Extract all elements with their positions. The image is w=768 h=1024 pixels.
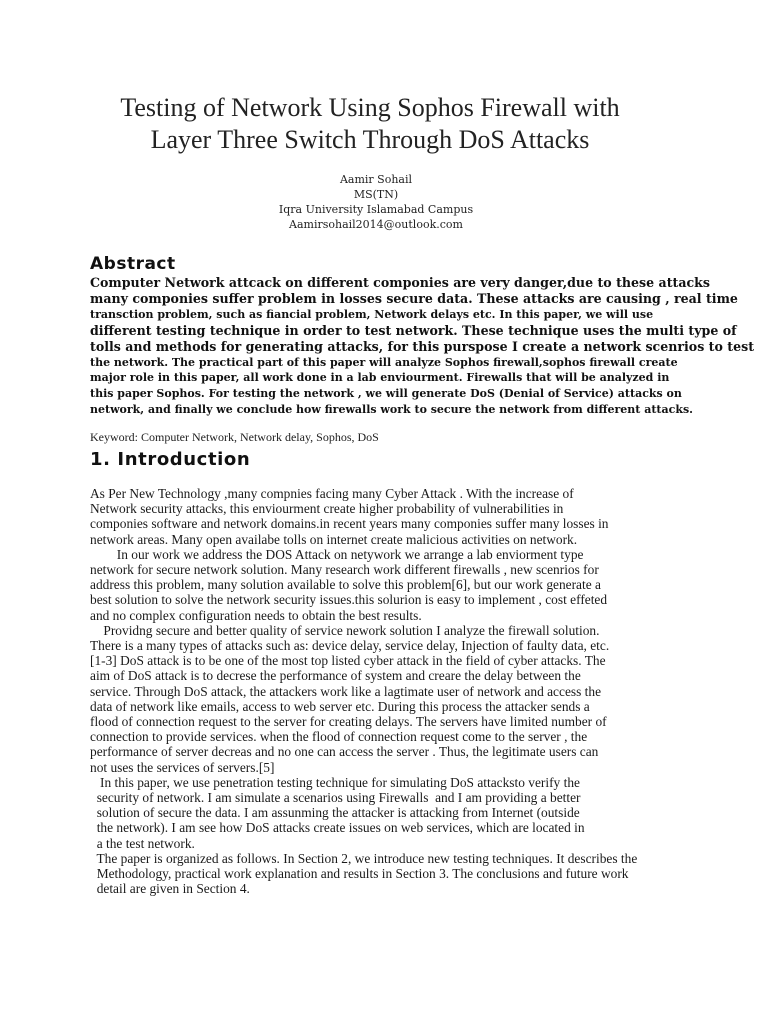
abstract-line: major role in this paper, all work done in a lab enviourment. Firewalls that will be analyzed in [90, 371, 670, 385]
title-line-1: Testing of Network Using Sophos Firewall with [120, 93, 620, 122]
intro-line: address this problem, many solution available to solve this problem[6], but our work generate a [90, 577, 601, 593]
abstract-line: this paper Sophos. For testing the network , we will generate DoS (Denial of Service) attacks on [90, 387, 682, 401]
intro-line: In our work we address the DOS Attack on netywork we arrange a lab enviorment type [90, 546, 584, 562]
keywords: Keyword: Computer Network, Network delay, Sophos, DoS [90, 430, 379, 444]
intro-line: service. Through DoS attack, the attackers work like a lagtimate user of network and access the [90, 683, 602, 699]
intro-line: As Per New Technology ,many compnies facing many Cyber Attack . With the increase of [90, 486, 574, 501]
abstract-line: different testing technique in order to test network. These technique uses the multi type of [90, 322, 737, 338]
author-degree: MS(TN) [353, 188, 399, 201]
intro-line: componies software and network domains.in recent years many componies suffer many losses in [90, 516, 609, 532]
intro-line: the network). I am see how DoS attacks create issues on web services, which are located in [90, 820, 585, 836]
intro-line: [1-3] DoS attack is to be one of the most top listed cyber attack in the field of cyber attacks. The [90, 653, 606, 669]
intro-line: Network security attacks, this enviourment create higher probability of vulnerabilities in [90, 501, 564, 517]
intro-line: aim of DoS attack is to decrese the performance of system and creare the delay between the [90, 668, 581, 684]
abstract-line: transction problem, such as fiancial problem, Network delays etc. In this paper, we will use [90, 307, 654, 321]
intro-line: performance of server decreas and no one can access the server . Thus, the legitimate users can [90, 744, 599, 760]
abstract-line: many componies suffer problem in losses secure data. These attacks are causing , real time [90, 290, 738, 306]
abstract-body [90, 275, 755, 418]
abstract-line: tolls and methods for generating attacks, for this purspose I create a network scenrios to test [90, 338, 755, 354]
intro-line: best solution to solve the network security issues.this solurion is easy to implement , cost effeted [90, 592, 608, 608]
author-affiliation: Iqra University Islamabad Campus [278, 203, 474, 216]
intro-line: detail are given in Section 4. [90, 881, 250, 897]
intro-line: network for secure network solution. Many research work different firewalls , new scenrios for [90, 562, 599, 578]
abstract-line: Computer Network attcack on different componies are very danger,due to these attacks [90, 275, 710, 290]
intro-line: In this paper, we use penetration testing technique for simulating DoS attacksto verify the [90, 774, 580, 790]
author-email: Aamirsohail2014@outlook.com [289, 218, 463, 231]
title-line-2: Layer Three Switch Through DoS Attacks [150, 125, 590, 154]
introduction-body [90, 486, 720, 896]
intro-line: connection to provide services. when the flood of connection request come to the server , the [90, 729, 588, 745]
intro-line: There is a many types of attacks such as: device delay, service delay, Injection of faulty data, etc. [90, 638, 610, 654]
intro-line: Methodology, practical work explanation and results in Section 3. The conclusions and future work [90, 866, 629, 882]
author-name: Aamir Sohail [339, 173, 413, 186]
intro-line: data of network like emails, access to web server etc. During this process the attacker sends a [90, 698, 590, 714]
abstract-line: the network. The practical part of this paper will analyze Sophos firewall,sophos firewall create [90, 355, 678, 369]
intro-line: flood of connection request to the server for creating delays. The servers have limited number of [90, 714, 607, 730]
intro-line: solution of secure the data. I am assunming the attacker is attacking from Internet (outside [90, 805, 580, 821]
abstract-heading: Abstract [90, 254, 176, 274]
paper-title [60, 92, 680, 156]
intro-line: Providng secure and better quality of service nework solution I analyze the firewall solution. [90, 622, 600, 638]
introduction-heading: 1. Introduction [90, 449, 251, 470]
abstract-line: network, and finally we conclude how firewalls work to secure the network from different attacks. [90, 403, 693, 417]
intro-line: a the test network. [90, 835, 195, 851]
author-block [200, 172, 552, 232]
intro-line: not uses the services of servers.[5] [90, 759, 275, 775]
intro-line: The paper is organized as follows. In Section 2, we introduce new testing techniques. It describes the [90, 850, 638, 866]
intro-line: security of network. I am simulate a scenarios using Firewalls and I am providing a better [90, 790, 581, 806]
intro-line: and no complex configuration needs to obtain the best results. [90, 607, 422, 623]
intro-line: network areas. Many open availabe tolls on internet create malicious activities on network. [90, 531, 578, 547]
